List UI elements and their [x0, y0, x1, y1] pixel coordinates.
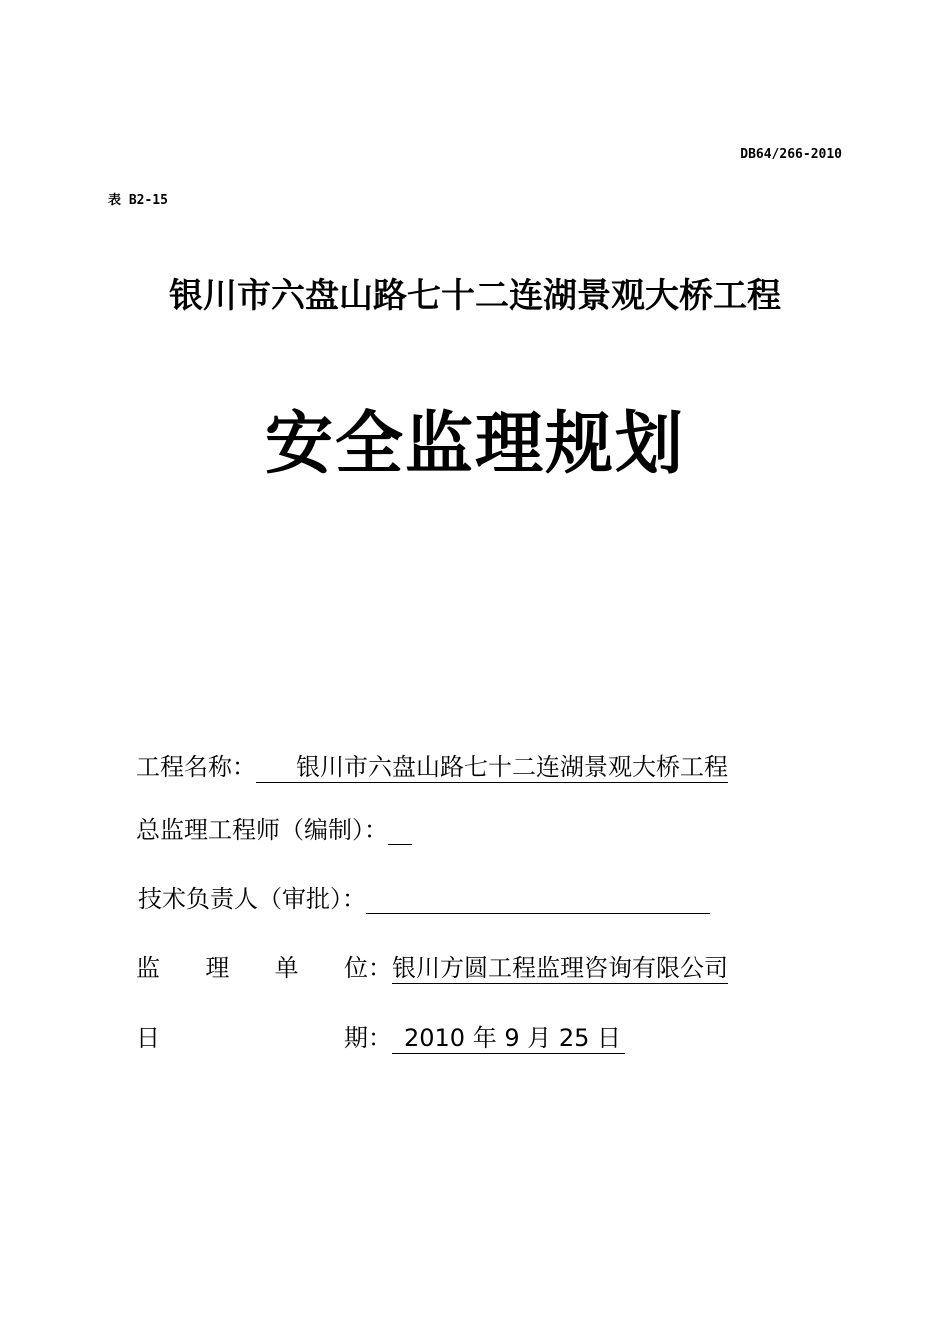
project-name-value: 银川市六盘山路七十二连湖景观大桥工程 [256, 754, 728, 783]
chief-engineer-value [388, 820, 412, 845]
project-name-row [136, 747, 728, 783]
tech-lead-label: 技术负责人（审批）： [138, 885, 366, 913]
date-row [136, 1018, 625, 1054]
unit-label-char: 位 [343, 954, 368, 982]
unit-label-char: 单 [274, 954, 299, 982]
tech-lead-row [138, 879, 710, 914]
supervision-unit-value: 银川方圆工程监理咨询有限公司 [392, 954, 728, 982]
tech-lead-value [366, 889, 710, 914]
form-code: 表 B2-15 [108, 193, 168, 208]
project-title: 银川市六盘山路七十二连湖景观大桥工程 [169, 276, 781, 316]
date-label-char: 日 [136, 1024, 160, 1052]
unit-label-char: 监 [136, 954, 160, 982]
date-label [136, 1018, 368, 1053]
supervision-unit-row [136, 948, 728, 984]
date-label-char: 期 [344, 1024, 368, 1052]
chief-engineer-row [136, 810, 412, 845]
project-name-label: 工程名称： [136, 753, 256, 781]
chief-engineer-label: 总监理工程师（编制）： [136, 816, 388, 844]
supervision-unit-label [136, 948, 368, 983]
document-title: 安全监理规划 [264, 405, 685, 484]
standard-code: DB64/266-2010 [740, 147, 842, 162]
date-value: 2010 年 9 月 25 日 [392, 1025, 625, 1054]
date-label-colon: ： [368, 1024, 392, 1052]
unit-label-char: 理 [205, 954, 230, 982]
unit-label-colon: ： [368, 954, 392, 982]
